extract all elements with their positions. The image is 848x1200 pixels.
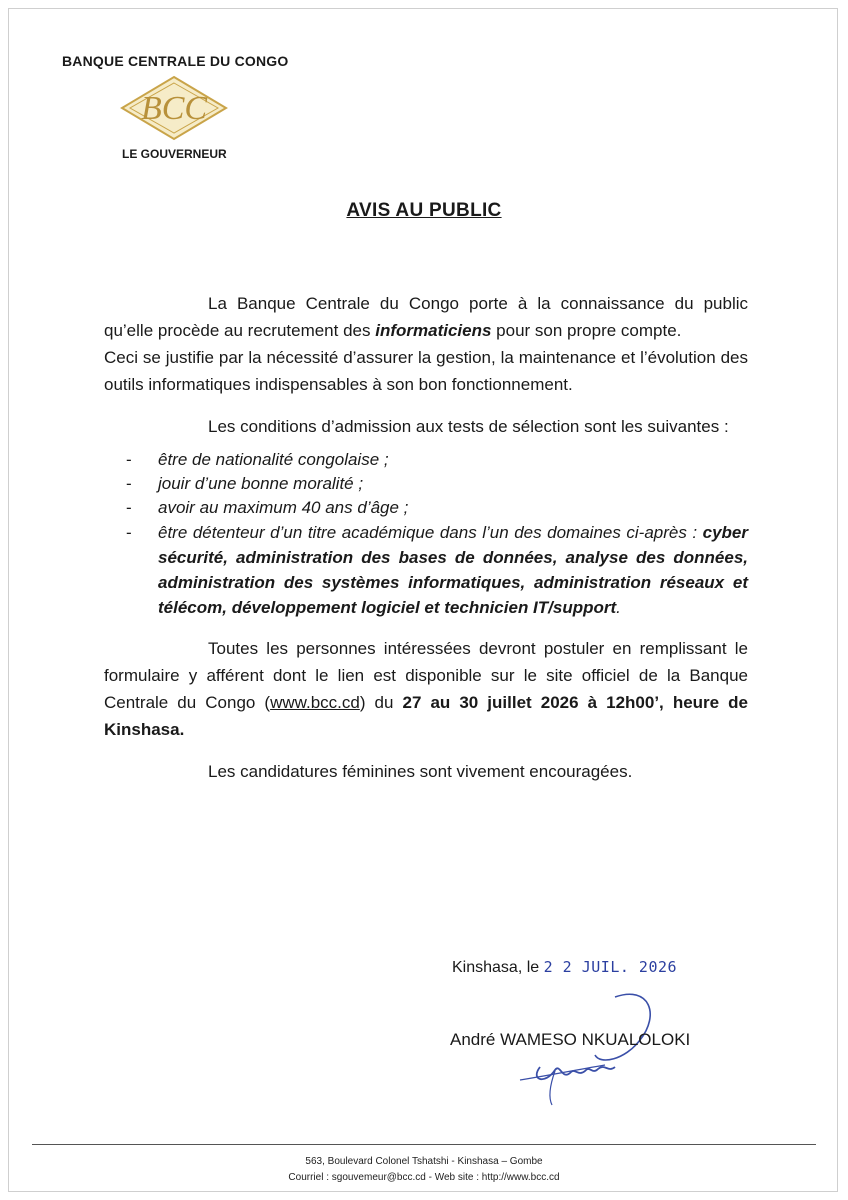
bcc-logo <box>120 75 228 141</box>
paragraph-recruitment: La Banque Centrale du Congo porte à la connaissance du public qu’elle procède au recrutement des informaticiens pour son propre compte. <box>104 294 748 340</box>
condition-item: - avoir au maximum 40 ans d’âge ; <box>126 498 409 517</box>
application-period: 27 au 30 juillet 2026 à 12h00’, heure de Kinshasa. <box>104 693 748 739</box>
logo-monogram: BCC <box>140 90 208 127</box>
handwritten-signature <box>500 985 670 1115</box>
org-title: LE GOUVERNEUR <box>122 147 227 161</box>
paragraph-conditions-intro: Les conditions d’admission aux tests de sélection sont les suivantes : <box>208 417 729 436</box>
academic-domains: cyber sécurité, administration des bases de données, analyse des données, administration des systèmes informatiques, administration réseaux et télécom, développement logiciel et technicien IT/support <box>158 523 748 617</box>
paragraph-encouragement: Les candidatures féminines sont vivement encouragées. <box>208 762 633 781</box>
condition-item: - être de nationalité congolaise ; <box>126 450 389 469</box>
footer-address: 563, Boulevard Colonel Tshatshi - Kinshasa – Gombe <box>305 1156 543 1167</box>
condition-item: - jouir d’une bonne moralité ; <box>126 474 364 493</box>
footer-contact: Courriel : sgouvemeur@bcc.cd - Web site : http://www.bcc.cd <box>288 1172 560 1183</box>
footer-divider <box>32 1144 816 1145</box>
date-stamp: 2 2 JUIL. 2026 <box>543 958 678 976</box>
conditions-list <box>104 448 748 620</box>
notice-body <box>104 290 748 785</box>
signature-place-date <box>452 958 677 977</box>
website-link[interactable]: www.bcc.cd <box>270 693 360 712</box>
notice-title: AVIS AU PUBLIC <box>346 200 502 221</box>
place-label: Kinshasa, le <box>452 959 540 976</box>
signatory-name: André WAMESO NKUALOLOKI <box>450 1030 691 1049</box>
condition-item-domains: - être détenteur d’un titre académique dans l’un des domaines ci-après : cyber sécurité, administration des bases de données, analyse des données, administration des systèmes informatiques, administration réseaux et télécom, développement logiciel et technicien IT/support. <box>126 523 748 617</box>
paragraph-justification: Ceci se justifie par la nécessité d’assurer la gestion, la maintenance et l’évolution des outils informatiques indispensables à son bon fonctionnement. <box>104 348 748 394</box>
recruitment-role: informaticiens <box>375 321 492 340</box>
org-name: BANQUE CENTRALE DU CONGO <box>62 53 289 69</box>
paragraph-application: Toutes les personnes intéressées devront postuler en remplissant le formulaire y afférent dont le lien est disponible sur le site officiel de la Banque Centrale du Congo (www.bcc.cd) du 27 au 30 juillet 2026 à 12h00’, heure de Kinshasa. <box>104 639 748 739</box>
